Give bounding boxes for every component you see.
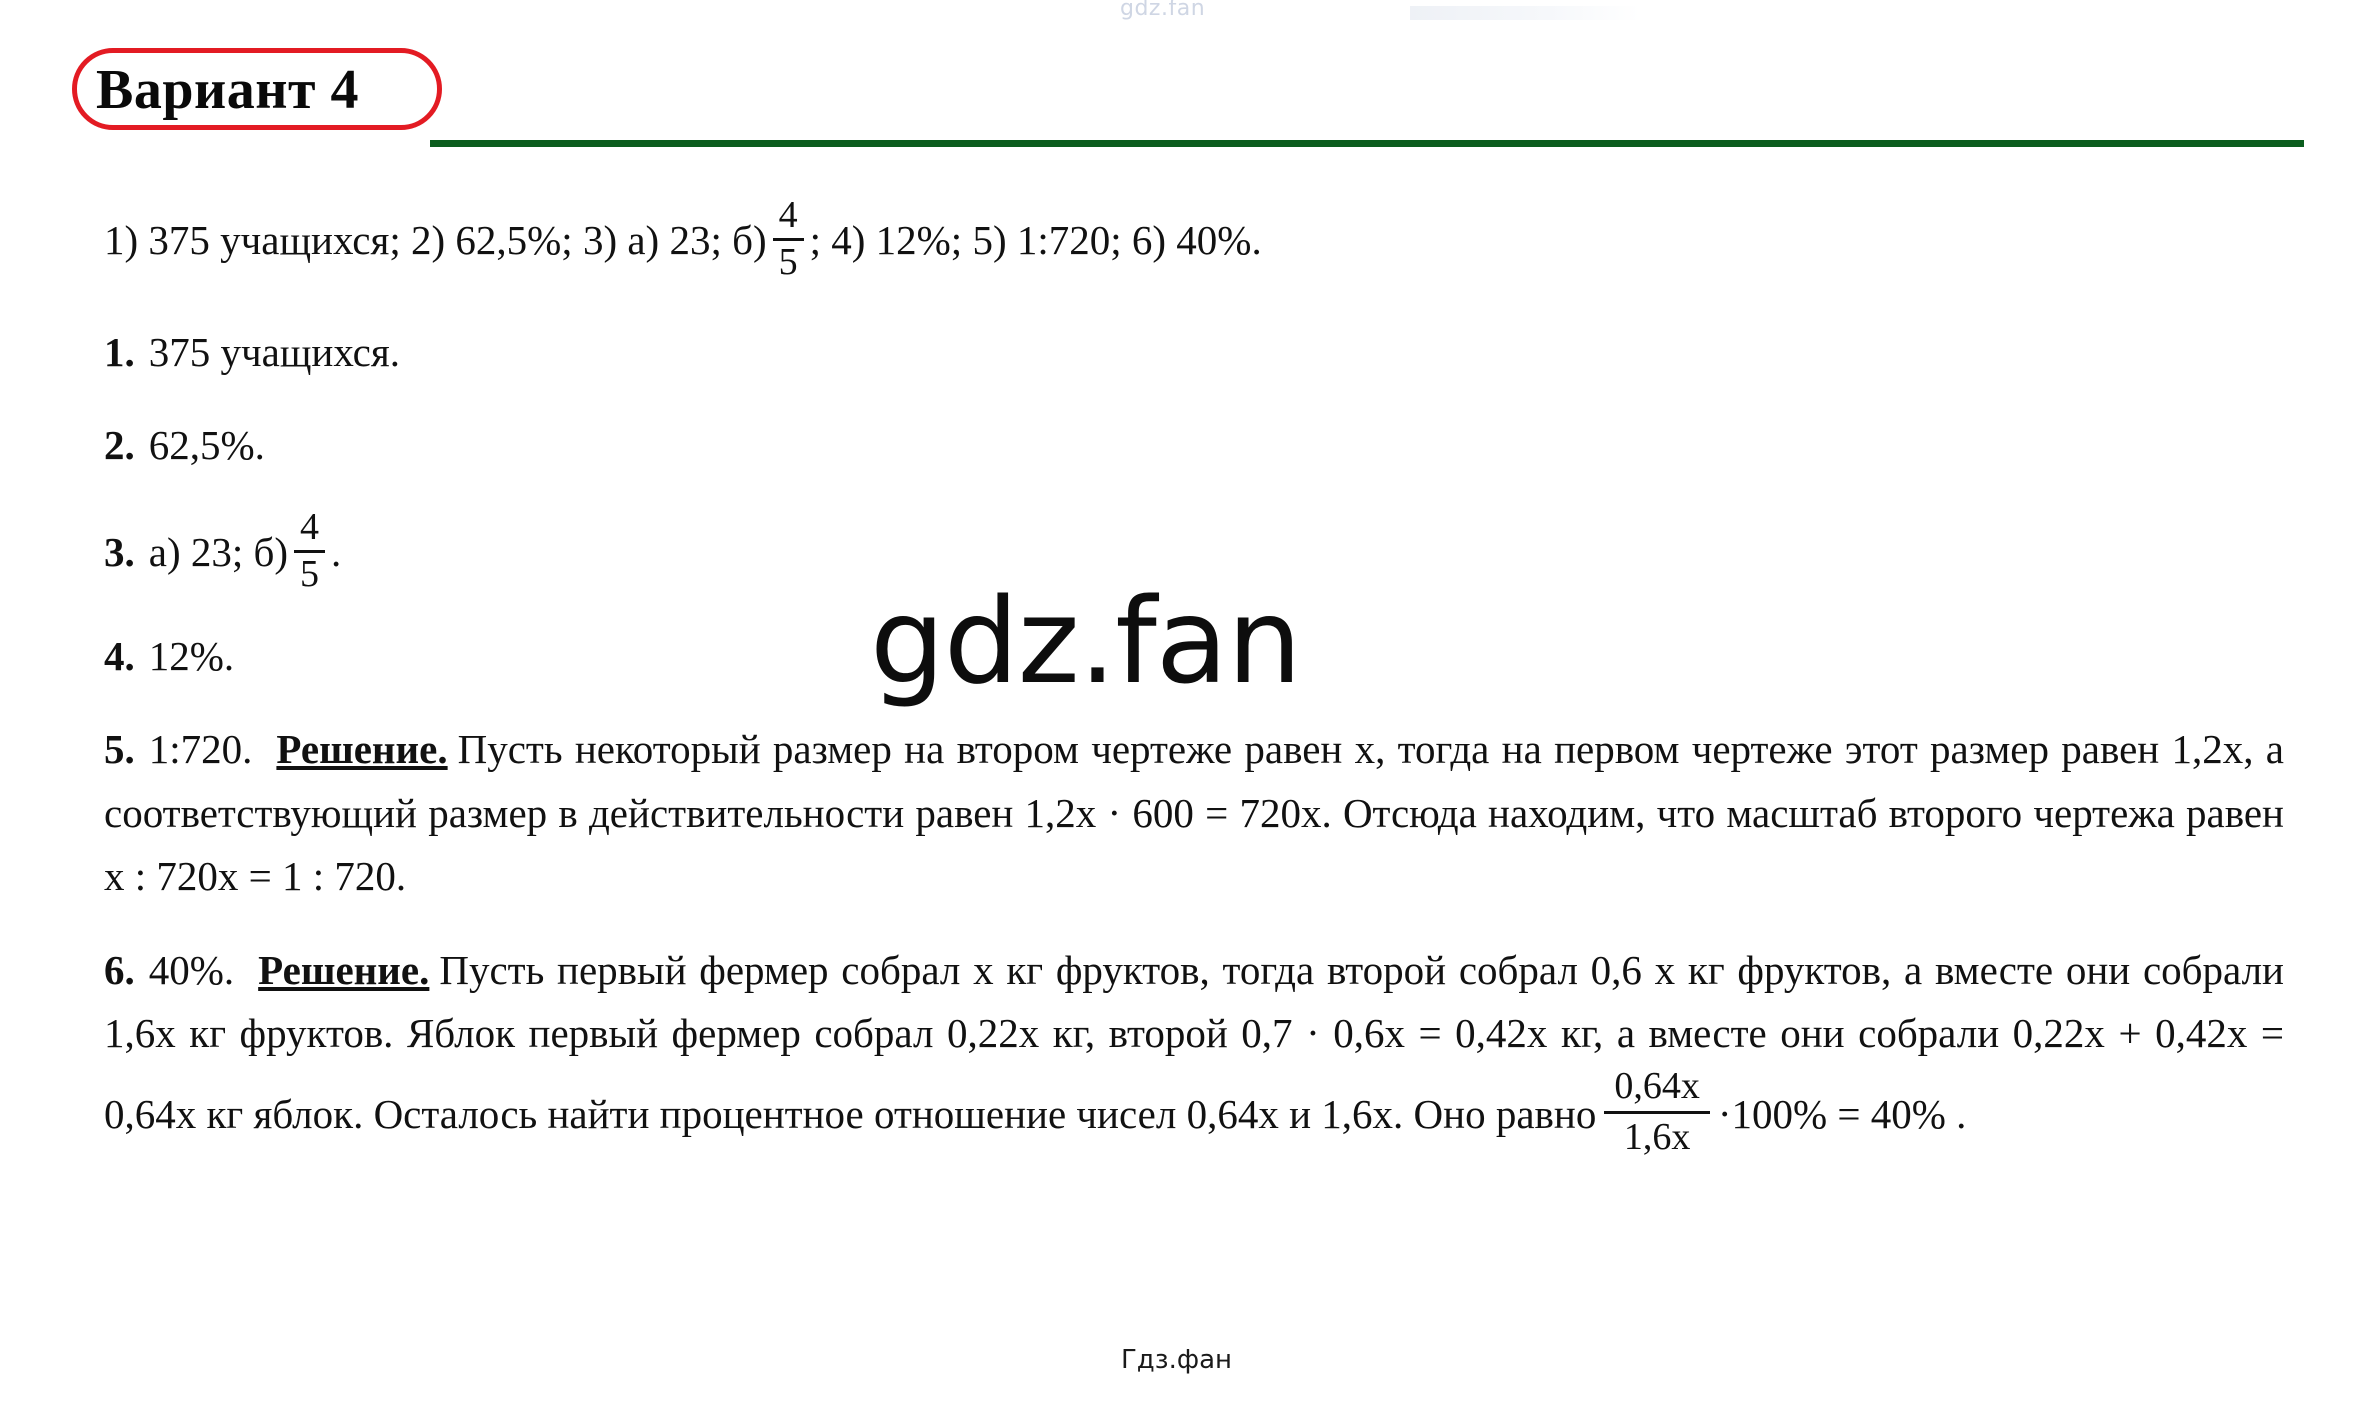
item-text-after: .: [331, 529, 342, 576]
item-number: 6.: [104, 946, 135, 993]
fraction-denominator: 5: [778, 240, 798, 283]
answers-summary-fraction: [773, 196, 804, 283]
variant-heading-label: Вариант 4: [96, 59, 360, 121]
item-text: 12%.: [148, 632, 235, 679]
item-answer: 1:720.: [148, 726, 253, 773]
item-number: 5.: [104, 726, 135, 773]
answers-summary-suffix: ; 4) 12%; 5) 1:720; 6) 40%.: [809, 217, 1262, 264]
solution-label: Решение.: [276, 726, 448, 773]
answer-item-3: [104, 505, 2284, 595]
item-answer: 40%.: [148, 946, 235, 993]
answers-content: [104, 196, 2284, 1189]
answers-summary-line: [104, 196, 2284, 283]
final-tail: ·100% = 40% .: [1717, 1090, 1967, 1137]
top-watermark-text: gdz.fan: [1120, 0, 1206, 21]
header-rule: [430, 140, 2304, 147]
solution-text: Пусть некоторый размер на втором чертеже равен x, тогда на первом чертеже этот размер равен 1,2x, а соответствующий размер в действительности равен 1,2x · 600 = 720x. Отсюда находим, что масштаб второго чертежа равен x : 720x = 1 : 720.: [104, 726, 2284, 900]
fraction-numerator: 4: [773, 196, 804, 241]
answer-item-4: [104, 625, 2284, 689]
item-number: 4.: [104, 632, 135, 679]
item-text: 375 учащихся.: [148, 328, 400, 375]
answer-item-5: [104, 718, 2284, 909]
item-number: 3.: [104, 529, 135, 576]
answers-summary-prefix: 1) 375 учащихся; 2) 62,5%; 3) а) 23; б): [104, 217, 767, 264]
final-fraction: [1604, 1066, 1710, 1159]
answer-item-2: [104, 414, 2284, 478]
solution-label: Решение.: [258, 946, 430, 993]
fraction-denominator: 1,6x: [1623, 1115, 1691, 1158]
fraction-numerator: 4: [294, 508, 325, 553]
item-fraction: [294, 505, 325, 595]
item-text-before: а) 23; б): [148, 529, 289, 576]
solution-text: Пусть первый фермер собрал x кг фруктов, тогда второй собрал 0,6 x кг фруктов, а вместе они собрали 1,6x кг фруктов. Яблок первый фермер собрал 0,22x кг, второй 0,7 · 0,6x = 0,42x кг, а вместе они собрали 0,22x + 0,42x = 0,64x кг яблок. Осталось найти процентное отношение чисел 0,64x и 1,6x. Оно равно: [104, 946, 2284, 1137]
answer-item-1: [104, 321, 2284, 385]
fraction-numerator: 0,64x: [1604, 1066, 1710, 1114]
item-number: 1.: [104, 328, 135, 375]
top-watermark-smudge: [1410, 6, 1640, 20]
answer-item-6: [104, 939, 2284, 1159]
fraction-denominator: 5: [300, 552, 320, 595]
item-number: 2.: [104, 422, 135, 469]
page-footer: Гдз.фан: [1120, 1345, 1233, 1375]
item-text: 62,5%.: [148, 422, 265, 469]
center-watermark: gdz.fan: [870, 572, 1301, 710]
